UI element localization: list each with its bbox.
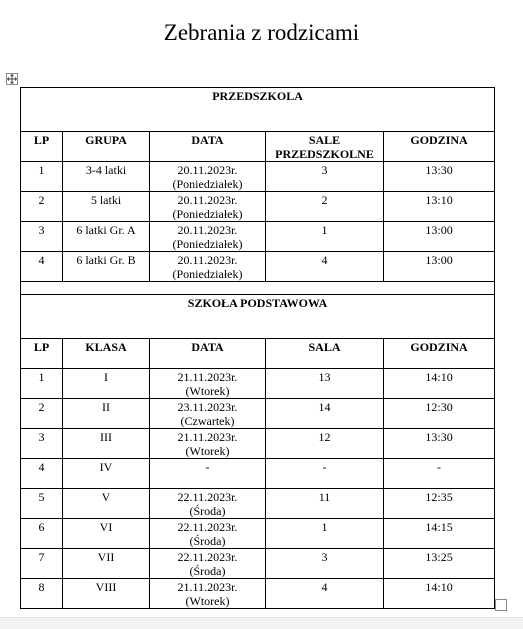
meeting-schedule-table	[20, 87, 495, 609]
lp-cell: 5	[21, 489, 63, 519]
room-cell: 4	[266, 579, 384, 609]
date-cell	[150, 369, 266, 399]
date-value: 21.11.2023r.	[177, 430, 238, 444]
date-value: 23.11.2023r.	[177, 400, 238, 414]
weekday-value: (Poniedziałek)	[172, 177, 243, 191]
time-cell: 12:35	[384, 489, 495, 519]
time-cell: 13:30	[384, 162, 495, 192]
preschool-row	[21, 162, 495, 192]
class-cell: VI	[63, 519, 150, 549]
lp-cell: 1	[21, 369, 63, 399]
date-cell	[150, 222, 266, 252]
weekday-value: (Poniedziałek)	[172, 207, 243, 221]
date-value: 22.11.2023r.	[177, 520, 238, 534]
class-cell: V	[63, 489, 150, 519]
date-cell	[150, 429, 266, 459]
preschool-row	[21, 222, 495, 252]
primary-school-row	[21, 489, 495, 519]
column-header: DATA	[150, 339, 266, 369]
date-cell	[150, 579, 266, 609]
weekday-value: (Poniedziałek)	[172, 267, 243, 281]
time-cell: 14:10	[384, 579, 495, 609]
room-cell: 1	[266, 222, 384, 252]
weekday-value: (Wtorek)	[185, 384, 230, 398]
class-cell: IV	[63, 459, 150, 489]
resize-handle-icon[interactable]	[495, 599, 507, 611]
section-gap	[21, 282, 495, 295]
weekday-value: (Wtorek)	[185, 444, 230, 458]
room-cell: 3	[266, 162, 384, 192]
group-cell: 6 latki Gr. B	[63, 252, 150, 282]
weekday-value: (Środa)	[189, 564, 226, 578]
time-cell: 13:10	[384, 192, 495, 222]
weekday-value: (Środa)	[189, 504, 226, 518]
room-cell: 2	[266, 192, 384, 222]
gap-cell	[21, 282, 495, 295]
date-value: 22.11.2023r.	[177, 490, 238, 504]
time-cell: -	[384, 459, 495, 489]
weekday-value: (Środa)	[189, 534, 226, 548]
lp-cell: 1	[21, 162, 63, 192]
class-cell: II	[63, 399, 150, 429]
room-cell: -	[266, 459, 384, 489]
document-title: Zebrania z rodzicami	[163, 20, 360, 45]
group-cell: 3-4 latki	[63, 162, 150, 192]
primary-school-row	[21, 399, 495, 429]
date-cell	[150, 192, 266, 222]
room-cell: 12	[266, 429, 384, 459]
date-cell	[150, 399, 266, 429]
lp-cell: 8	[21, 579, 63, 609]
group-cell: 6 latki Gr. A	[63, 222, 150, 252]
lp-cell: 3	[21, 429, 63, 459]
group-cell: 5 latki	[63, 192, 150, 222]
lp-cell: 4	[21, 252, 63, 282]
class-cell: III	[63, 429, 150, 459]
lp-cell: 7	[21, 549, 63, 579]
date-value: 20.11.2023r.	[177, 223, 238, 237]
time-cell: 13:00	[384, 222, 495, 252]
page-bottom-edge	[0, 617, 523, 629]
date-cell	[150, 519, 266, 549]
date-value: 20.11.2023r.	[177, 253, 238, 267]
room-cell: 1	[266, 519, 384, 549]
date-value: 20.11.2023r.	[177, 163, 238, 177]
column-header: SALE PRZEDSZKOLNE	[266, 132, 384, 162]
class-cell: VIII	[63, 579, 150, 609]
preschool-row	[21, 192, 495, 222]
date-value: 21.11.2023r.	[177, 370, 238, 384]
date-cell	[150, 162, 266, 192]
date-value: -	[205, 460, 210, 474]
column-header: DATA	[150, 132, 266, 162]
weekday-value: (Czwartek)	[180, 414, 235, 428]
lp-cell: 2	[21, 192, 63, 222]
column-header: LP	[21, 132, 63, 162]
time-cell: 13:00	[384, 252, 495, 282]
time-cell: 12:30	[384, 399, 495, 429]
time-cell: 13:30	[384, 429, 495, 459]
room-cell: 13	[266, 369, 384, 399]
weekday-value: (Wtorek)	[185, 594, 230, 608]
date-cell	[150, 252, 266, 282]
time-cell: 14:15	[384, 519, 495, 549]
primary-school-row	[21, 519, 495, 549]
column-header: SALA	[266, 339, 384, 369]
primary-school-row	[21, 549, 495, 579]
date-value: 20.11.2023r.	[177, 193, 238, 207]
room-cell: 11	[266, 489, 384, 519]
preschool-row	[21, 252, 495, 282]
date-cell	[150, 459, 266, 489]
date-value: 22.11.2023r.	[177, 550, 238, 564]
class-cell: VII	[63, 549, 150, 579]
primary-school-row	[21, 579, 495, 609]
lp-cell: 4	[21, 459, 63, 489]
column-header: GRUPA	[63, 132, 150, 162]
room-cell: 3	[266, 549, 384, 579]
column-header: GODZINA	[384, 132, 495, 162]
column-header: KLASA	[63, 339, 150, 369]
class-cell: I	[63, 369, 150, 399]
primary-header-row	[21, 339, 495, 369]
primary-school-row	[21, 429, 495, 459]
lp-cell: 2	[21, 399, 63, 429]
column-header: GODZINA	[384, 339, 495, 369]
primary-school-heading: SZKOŁA PODSTAWOWA	[21, 295, 495, 339]
time-cell: 13:25	[384, 549, 495, 579]
date-cell	[150, 549, 266, 579]
date-cell	[150, 489, 266, 519]
time-cell: 14:10	[384, 369, 495, 399]
weekday-value: (Poniedziałek)	[172, 237, 243, 251]
move-arrows-icon[interactable]	[6, 73, 18, 85]
preschool-heading: PRZEDSZKOLA	[21, 88, 495, 132]
lp-cell: 6	[21, 519, 63, 549]
lp-cell: 3	[21, 222, 63, 252]
date-value: 21.11.2023r.	[177, 580, 238, 594]
column-header: LP	[21, 339, 63, 369]
primary-school-row	[21, 369, 495, 399]
room-cell: 4	[266, 252, 384, 282]
preschool-header-row	[21, 132, 495, 162]
room-cell: 14	[266, 399, 384, 429]
primary-school-row	[21, 459, 495, 489]
